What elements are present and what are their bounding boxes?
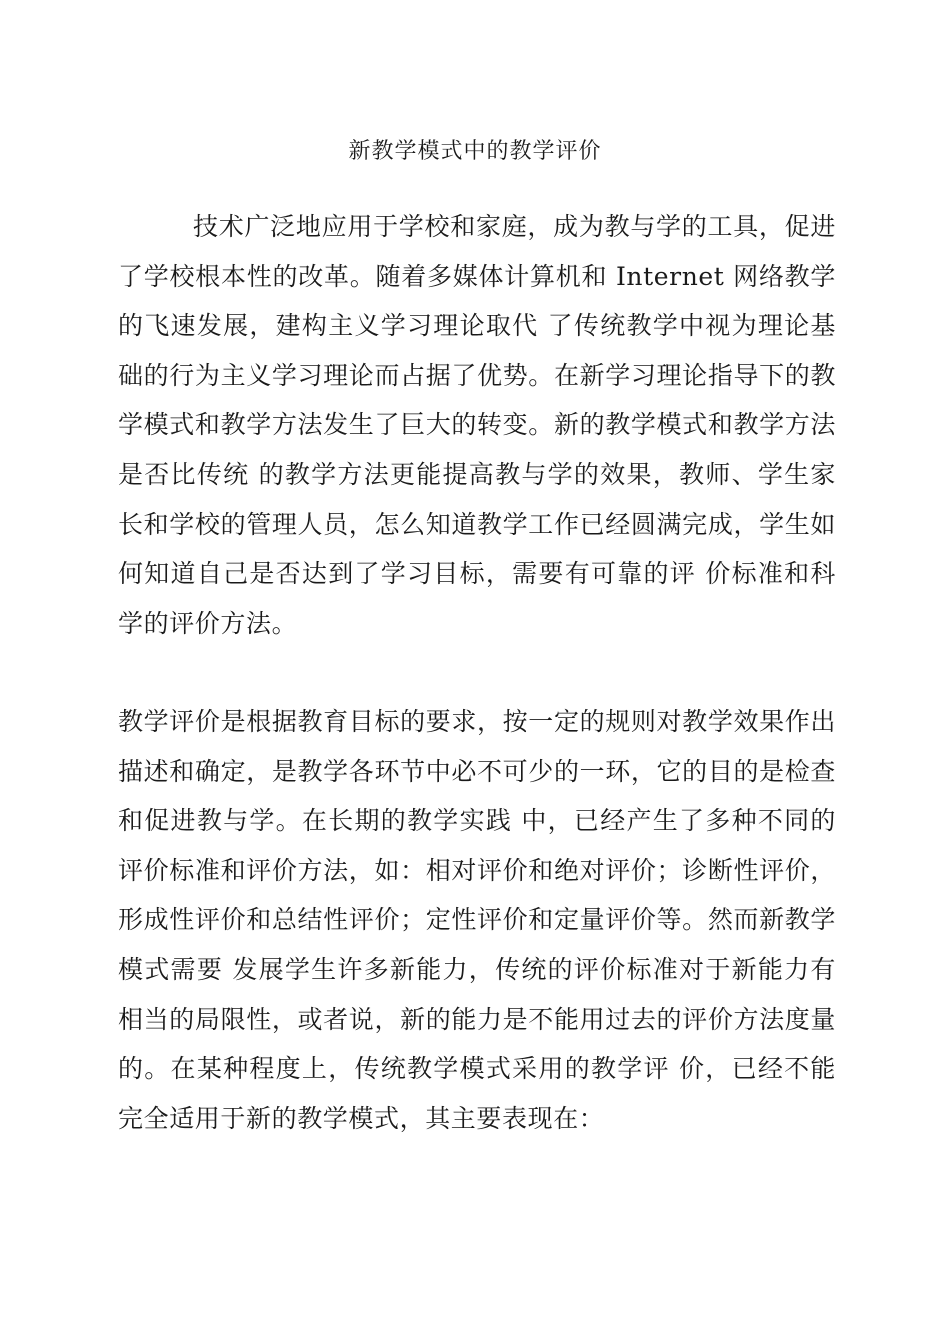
document-title: 新教学模式中的教学评价 — [348, 139, 602, 164]
paragraph-evaluation: 教学评价是根据教育目标的要求，按一定的规则对教学效果作出描述和确定，是教学各环节中必不可少的一环，它的目的是检查和促进教与学。在长期的教学实践 中，已经产生了多种不同的评价标准和评价方法，如：相对评价和绝对评价；诊断性评价，形成性评价和总结性评价；定性评价和定量评价等。然而新教学模式需要 发展学生许多新能力，传统的评价标准对于新能力有相当的局限性，或者说，新的能力是不能用过去的评价方法度量的。在某种程度上，传统教学模式采用的教学评 价，已经不能完全适用于新的教学模式，其主要表现在： — [118, 707, 836, 1133]
paragraph-intro: 技术广泛地应用于学校和家庭，成为教与学的工具，促进了学校根本性的改革。随着多媒体计算机和 Internet 网络教学的飞速发展，建构主义学习理论取代 了传统教学中视为理论基础的行为主义学习理论而占据了优势。在新学习理论指导下的教学模式和教学方法发生了巨大的转变。新的教学模式和教学方法是否比传统 的教学方法更能提高教与学的效果，教师、学生家长和学校的管理人员，怎么知道教学工作已经圆满完成，学生如何知道自己是否达到了学习目标，需要有可靠的评 价标准和科学的评价方法。 — [118, 212, 837, 638]
